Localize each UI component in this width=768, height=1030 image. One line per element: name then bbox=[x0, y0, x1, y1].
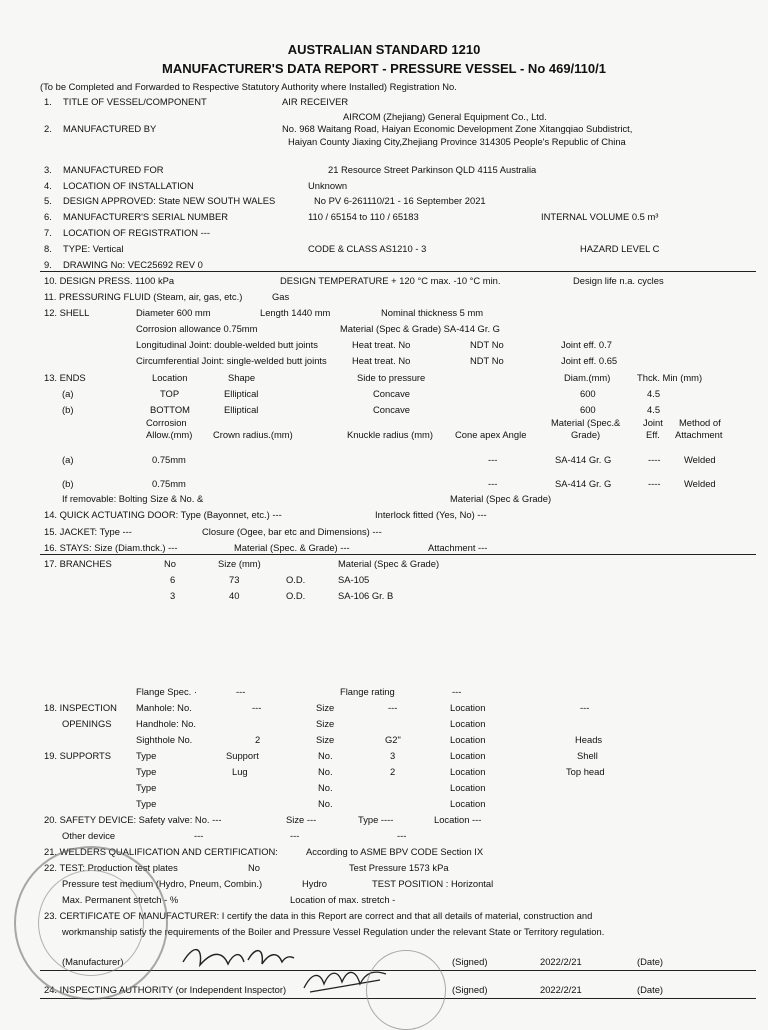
circumferential-joint: Circumferential Joint: single-welded butt joints bbox=[136, 355, 327, 366]
end-b2-material: SA-414 Gr. G bbox=[555, 478, 612, 489]
ends-header-cone: Cone apex Angle bbox=[455, 429, 527, 440]
ends-header-side: Side to pressure bbox=[357, 372, 426, 383]
end-b-location: BOTTOM bbox=[150, 404, 190, 415]
jacket-type: 15. JACKET: Type --- bbox=[44, 526, 132, 537]
interlock-fitted: Interlock fitted (Yes, No) --- bbox=[375, 509, 487, 520]
serial-number-value: 110 / 65154 to 110 / 65183 bbox=[308, 211, 419, 222]
manufacturer-date: 2022/2/21 bbox=[540, 956, 582, 967]
shell-corrosion: Corrosion allowance 0.75mm bbox=[136, 323, 258, 334]
support-type: Lug bbox=[232, 766, 248, 777]
support-no-label: No. bbox=[318, 766, 333, 777]
end-a-side: Concave bbox=[373, 388, 411, 399]
ends-header-thck: Thck. Min (mm) bbox=[637, 372, 703, 383]
shell-length: Length 1440 mm bbox=[260, 307, 331, 318]
certificate-text: workmanship satisfy the requirements of the Boiler and Pressure Vessel Regulation under the relevant State or Territory regulation. bbox=[62, 926, 605, 937]
removable-material: Material (Spec & Grade) bbox=[450, 493, 552, 504]
support-type-label: Type bbox=[136, 798, 157, 809]
support-no-label: No. bbox=[318, 798, 333, 809]
s3-num: 3. bbox=[44, 164, 52, 175]
design-approval-value: No PV 6-261110/21 - 16 September 2021 bbox=[314, 195, 486, 206]
ends-header-location: Location bbox=[152, 372, 188, 383]
shell-material: Material (Spec & Grade) SA-414 Gr. G bbox=[340, 323, 500, 334]
internal-volume: INTERNAL VOLUME 0.5 m³ bbox=[541, 211, 659, 222]
longitudinal-heat-treat: Heat treat. No bbox=[352, 339, 411, 350]
support-no: 2 bbox=[390, 766, 396, 777]
manufacturer-date-label: (Date) bbox=[637, 956, 664, 967]
end-a-shape: Elliptical bbox=[224, 388, 259, 399]
support-type: Support bbox=[226, 750, 259, 761]
vessel-title: AIR RECEIVER bbox=[282, 96, 349, 107]
inspector-signed-label: (Signed) bbox=[452, 984, 488, 995]
ends-header-corr-1: Corrosion bbox=[146, 417, 187, 428]
end-b2-corrosion: 0.75mm bbox=[152, 478, 186, 489]
end-b2-tag: (b) bbox=[62, 478, 74, 489]
end-b-thck: 4.5 bbox=[647, 404, 661, 415]
ends-header-diam: Diam.(mm) bbox=[564, 372, 611, 383]
ends-header-shape: Shape bbox=[228, 372, 256, 383]
circumferential-heat-treat: Heat treat. No bbox=[352, 355, 411, 366]
end-b-diam: 600 bbox=[580, 404, 596, 415]
test-medium: Pressure test medium (Hydro, Pneum, Combin.) bbox=[62, 878, 263, 889]
longitudinal-joint: Longitudinal Joint: double-welded butt joints bbox=[136, 339, 318, 350]
safety-valve-size: Size --- bbox=[286, 814, 317, 825]
opening-name: Sighthole No. bbox=[136, 734, 193, 745]
manufacturer-signature bbox=[178, 940, 298, 974]
opening-name: Handhole: No. bbox=[136, 718, 196, 729]
s18-label: 18. INSPECTION bbox=[44, 702, 117, 713]
longitudinal-joint-eff: Joint eff. 0.7 bbox=[561, 339, 612, 350]
s7-label: LOCATION OF REGISTRATION --- bbox=[63, 227, 211, 238]
s9-num: 9. bbox=[44, 259, 52, 270]
branch-row-material: SA-106 Gr. B bbox=[338, 590, 394, 601]
support-type-label: Type bbox=[136, 782, 157, 793]
end-a2-cone: --- bbox=[488, 454, 498, 465]
inspecting-authority: 24. INSPECTING AUTHORITY (or Independent Inspector) bbox=[44, 984, 287, 995]
end-b2-eff: ---- bbox=[648, 478, 661, 489]
quick-door: 14. QUICK ACTUATING DOOR: Type (Bayonnet, etc.) --- bbox=[44, 509, 282, 520]
ends-header-joint-1: Joint bbox=[643, 417, 663, 428]
design-pressure: 10. DESIGN PRESS. 1100 kPa bbox=[44, 275, 175, 286]
s17-label: 17. BRANCHES bbox=[44, 558, 112, 569]
s6-label: MANUFACTURER'S SERIAL NUMBER bbox=[63, 211, 229, 222]
circumferential-joint-eff: Joint eff. 0.65 bbox=[561, 355, 618, 366]
opening-location-label: Location bbox=[450, 718, 486, 729]
flange-spec-value: --- bbox=[236, 686, 246, 697]
end-a-tag: (a) bbox=[62, 388, 74, 399]
support-type-label: Type bbox=[136, 766, 157, 777]
company-stamp bbox=[14, 846, 168, 1000]
opening-location: Heads bbox=[575, 734, 603, 745]
support-location-label: Location bbox=[450, 750, 486, 761]
opening-location-label: Location bbox=[450, 702, 486, 713]
s1-num: 1. bbox=[44, 96, 52, 107]
code-class: CODE & CLASS AS1210 - 3 bbox=[308, 243, 427, 254]
opening-size: --- bbox=[388, 702, 398, 713]
branch-row-no: 6 bbox=[170, 574, 176, 585]
test-position: TEST POSITION : Horizontal bbox=[372, 878, 494, 889]
end-b-tag: (b) bbox=[62, 404, 74, 415]
hazard-level: HAZARD LEVEL C bbox=[580, 243, 660, 254]
branches-header-material: Material (Spec & Grade) bbox=[338, 558, 440, 569]
branch-row-size: 73 bbox=[229, 574, 240, 585]
tuv-stamp bbox=[366, 950, 446, 1030]
manufactured-for-value: 21 Resource Street Parkinson QLD 4115 Australia bbox=[328, 164, 537, 175]
end-b2-method: Welded bbox=[684, 478, 716, 489]
opening-size-label: Size bbox=[316, 718, 335, 729]
support-location-label: Location bbox=[450, 782, 486, 793]
test-medium-value: Hydro bbox=[302, 878, 328, 889]
opening-size-label: Size bbox=[316, 734, 335, 745]
end-b-side: Concave bbox=[373, 404, 411, 415]
s8-num: 8. bbox=[44, 243, 52, 254]
opening-no: 2 bbox=[255, 734, 261, 745]
end-a-diam: 600 bbox=[580, 388, 596, 399]
branch-row-material: SA-105 bbox=[338, 574, 370, 585]
other-device: Other device bbox=[62, 830, 116, 841]
support-no-label: No. bbox=[318, 782, 333, 793]
stays-material: Material (Spec. & Grade) --- bbox=[234, 542, 350, 553]
max-stretch-location: Location of max. stretch - bbox=[290, 894, 396, 905]
branches-header-size: Size (mm) bbox=[218, 558, 261, 569]
s2-label: MANUFACTURED BY bbox=[63, 123, 157, 134]
stays-attachment: Attachment --- bbox=[428, 542, 488, 553]
end-a2-tag: (a) bbox=[62, 454, 74, 465]
welders-qualification-value: According to ASME BPV CODE Section IX bbox=[306, 846, 484, 857]
ends-header-knuckle: Knuckle radius (mm) bbox=[347, 429, 433, 440]
support-location-label: Location bbox=[450, 766, 486, 777]
s4-label: LOCATION OF INSTALLATION bbox=[63, 180, 194, 191]
support-type-label: Type bbox=[136, 750, 157, 761]
branch-row-size: 40 bbox=[229, 590, 240, 601]
report-subtitle: MANUFACTURER'S DATA REPORT - PRESSURE VESSEL - No 469/110/1 bbox=[162, 61, 606, 76]
manufacturer-signed-label: (Signed) bbox=[452, 956, 488, 967]
s18-label-2: OPENINGS bbox=[62, 718, 112, 729]
design-temperature: DESIGN TEMPERATURE + 120 °C max. -10 °C min. bbox=[280, 275, 501, 286]
manufacturer-address-1: No. 968 Waitang Road, Haiyan Economic Development Zone Xitangqiao Subdistrict, bbox=[282, 123, 633, 134]
s6-num: 6. bbox=[44, 211, 52, 222]
inspector-date: 2022/2/21 bbox=[540, 984, 582, 995]
safety-valve: 20. SAFETY DEVICE: Safety valve: No. --- bbox=[44, 814, 222, 825]
ends-header-corr-2: Allow.(mm) bbox=[146, 429, 193, 440]
opening-location-label: Location bbox=[450, 734, 486, 745]
opening-size: G2" bbox=[385, 734, 401, 745]
jacket-closure: Closure (Ogee, bar etc and Dimensions) --- bbox=[202, 526, 382, 537]
inspector-date-label: (Date) bbox=[637, 984, 664, 995]
registration-note: (To be Completed and Forwarded to Respective Statutory Authority where Installed) Registration No. bbox=[40, 81, 457, 92]
support-location-label: Location bbox=[450, 798, 486, 809]
shell-thickness: Nominal thickness 5 mm bbox=[381, 307, 484, 318]
test-plates-value: No bbox=[248, 862, 260, 873]
flange-rating: Flange rating bbox=[340, 686, 395, 697]
divider bbox=[40, 271, 756, 272]
end-a-thck: 4.5 bbox=[647, 388, 661, 399]
safety-valve-type: Type ---- bbox=[358, 814, 394, 825]
support-location: Shell bbox=[577, 750, 598, 761]
stamp-inner-ring bbox=[38, 870, 144, 976]
drawing-number: DRAWING No: VEC25692 REV 0 bbox=[63, 259, 203, 270]
s7-num: 7. bbox=[44, 227, 52, 238]
other-device-value: --- bbox=[290, 830, 300, 841]
design-life: Design life n.a. cycles bbox=[573, 275, 664, 286]
s19-label: 19. SUPPORTS bbox=[44, 750, 112, 761]
branch-row-od: O.D. bbox=[286, 590, 306, 601]
circumferential-ndt: NDT No bbox=[470, 355, 504, 366]
removable-bolting: If removable: Bolting Size & No. & bbox=[62, 493, 204, 504]
end-a2-method: Welded bbox=[684, 454, 716, 465]
ends-header-method-1: Method of bbox=[679, 417, 721, 428]
flange-spec: Flange Spec. · bbox=[136, 686, 197, 697]
stays-size: 16. STAYS: Size (Diam.thck.) --- bbox=[44, 542, 178, 553]
test-pressure: Test Pressure 1573 kPa bbox=[349, 862, 449, 873]
end-b-shape: Elliptical bbox=[224, 404, 259, 415]
manufacturer-address-2: Haiyan County Jiaxing City,Zhejiang Province 314305 People's Republic of China bbox=[288, 136, 626, 147]
test-plates: 22. TEST: Production test plates bbox=[44, 862, 178, 873]
ends-header-mat-1: Material (Spec.& bbox=[551, 417, 621, 428]
shell-diameter: Diameter 600 mm bbox=[136, 307, 211, 318]
branch-row-no: 3 bbox=[170, 590, 176, 601]
support-location: Top head bbox=[566, 766, 605, 777]
pressuring-fluid: Gas bbox=[272, 291, 290, 302]
s11-label: 11. PRESSURING FLUID (Steam, air, gas, etc.) bbox=[44, 291, 243, 302]
end-a2-eff: ---- bbox=[648, 454, 661, 465]
opening-no: --- bbox=[252, 702, 262, 713]
end-a2-material: SA-414 Gr. G bbox=[555, 454, 612, 465]
manufacturer-name: AIRCOM (Zhejiang) General Equipment Co., Ltd. bbox=[343, 111, 547, 122]
s5-label: DESIGN APPROVED: State NEW SOUTH WALES bbox=[63, 195, 276, 206]
installation-location-value: Unknown bbox=[308, 180, 348, 191]
vessel-type: TYPE: Vertical bbox=[63, 243, 124, 254]
welders-qualification: 21. WELDERS QUALIFICATION AND CERTIFICATION: bbox=[44, 846, 278, 857]
s4-num: 4. bbox=[44, 180, 52, 191]
support-no-label: No. bbox=[318, 750, 333, 761]
s12-label: 12. SHELL bbox=[44, 307, 90, 318]
ends-header-mat-2: Grade) bbox=[571, 429, 601, 440]
end-a-location: TOP bbox=[160, 388, 180, 399]
end-a2-corrosion: 0.75mm bbox=[152, 454, 186, 465]
branches-header-no: No bbox=[164, 558, 176, 569]
other-device-value: --- bbox=[397, 830, 407, 841]
s5-num: 5. bbox=[44, 195, 52, 206]
certificate-of-manufacturer: 23. CERTIFICATE OF MANUFACTURER: I certify the data in this Report are correct and that all details of material, construction and bbox=[44, 910, 593, 921]
opening-location: --- bbox=[580, 702, 590, 713]
support-no: 3 bbox=[390, 750, 396, 761]
s2-num: 2. bbox=[44, 123, 52, 134]
end-b2-cone: --- bbox=[488, 478, 498, 489]
divider bbox=[40, 554, 756, 555]
other-device-value: --- bbox=[194, 830, 204, 841]
ends-header-method-2: Attachment bbox=[675, 429, 723, 440]
safety-valve-location: Location --- bbox=[434, 814, 482, 825]
s3-label: MANUFACTURED FOR bbox=[63, 164, 164, 175]
ends-header-joint-2: Eff. bbox=[646, 429, 660, 440]
report-title: AUSTRALIAN STANDARD 1210 bbox=[287, 42, 481, 57]
opening-name: Manhole: No. bbox=[136, 702, 192, 713]
opening-size-label: Size bbox=[316, 702, 335, 713]
longitudinal-ndt: NDT No bbox=[470, 339, 504, 350]
manufacturer-role: (Manufacturer) bbox=[62, 956, 124, 967]
branch-row-od: O.D. bbox=[286, 574, 306, 585]
ends-header-crown: Crown radius.(mm) bbox=[213, 429, 293, 440]
max-stretch: Max. Permanent stretch - % bbox=[62, 894, 179, 905]
s13-label: 13. ENDS bbox=[44, 372, 86, 383]
flange-rating-value: --- bbox=[452, 686, 462, 697]
s1-label: TITLE OF VESSEL/COMPONENT bbox=[63, 96, 207, 107]
